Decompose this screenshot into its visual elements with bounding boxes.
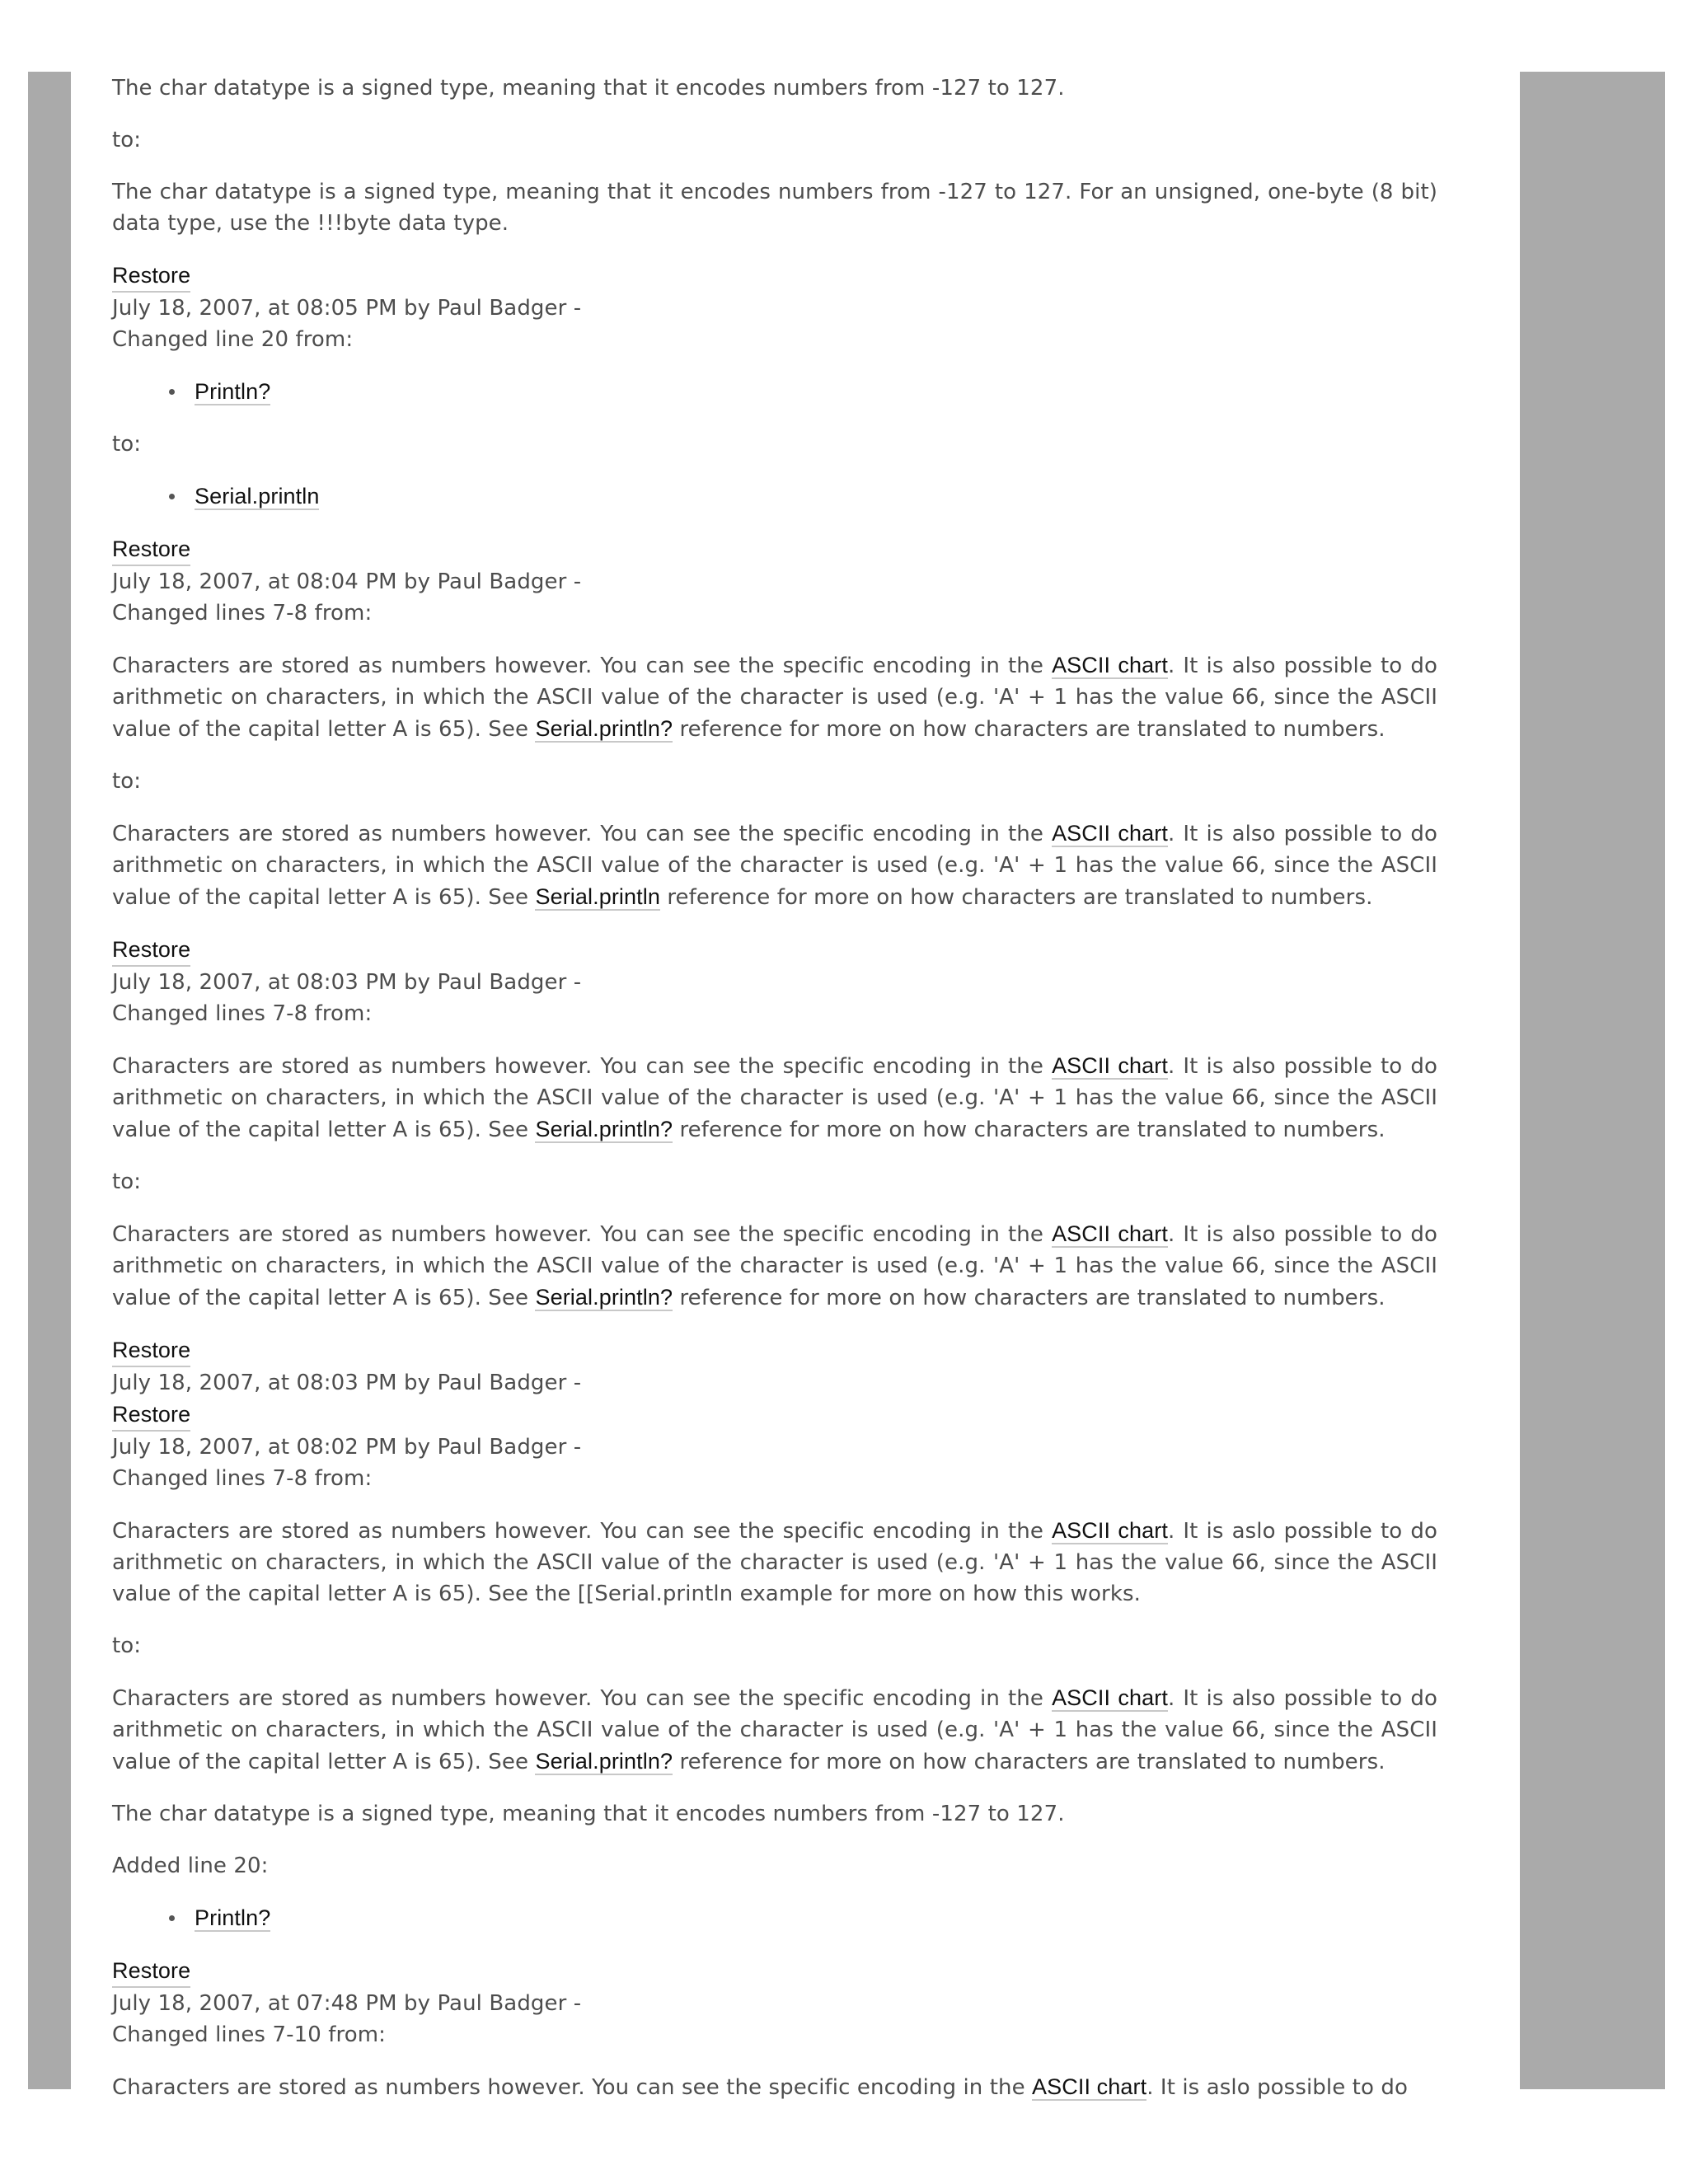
ascii-chart-link[interactable]: ASCII chart (1052, 1221, 1168, 1246)
serial-println-q-link[interactable]: Serial.println? (535, 1117, 673, 1141)
revision-header (112, 533, 1437, 629)
diff-to-label: to: (112, 769, 142, 794)
restore-link[interactable]: Restore (112, 533, 190, 566)
restore-link[interactable]: Restore (112, 260, 190, 293)
revision-change-summary: Changed lines 7-8 from: (112, 1466, 373, 1491)
list-item (195, 1902, 1437, 1934)
serial-println-link[interactable]: Serial.println (535, 884, 660, 909)
serial-println-q-link[interactable]: Serial.println? (535, 1285, 673, 1310)
revision-header (112, 260, 1437, 355)
page-history-content (112, 73, 1437, 2124)
diff-paragraph: Characters are stored as numbers however. You can see the specific encoding in the ASCII chart. It is also possible to do arithmetic on characters, in which the ASCII value of the character is used (e.g. 'A' + 1 has the value 66, since the ASCII value of the capital letter A is 65). See Serial.println? reference for more on how characters are translated to numbers. (112, 1053, 1437, 1142)
revision-header (112, 1334, 1437, 1494)
revision-header (112, 934, 1437, 1029)
revision-change-summary: Added line 20: (112, 1854, 269, 1878)
diff-paragraph: Characters are stored as numbers however. You can see the specific encoding in the ASCII chart. It is also possible to do arithmetic on characters, in which the ASCII value of the character is used (e.g. 'A' + 1 has the value 66, since the ASCII value of the capital letter A is 65). See Serial.println? reference for more on how characters are translated to numbers. (112, 653, 1437, 742)
restore-link[interactable]: Restore (112, 1334, 190, 1367)
diff-to-label: to: (112, 1633, 142, 1658)
list-item (195, 376, 1437, 408)
revision-meta: July 18, 2007, at 08:04 PM by Paul Badger - (112, 569, 582, 594)
restore-link[interactable]: Restore (112, 934, 190, 967)
diff-list (112, 480, 1437, 513)
diff-text: The char datatype is a signed type, meaning that it encodes numbers from -127 to 127. (112, 76, 1065, 101)
list-item (195, 480, 1437, 513)
revision-change-summary: Changed line 20 from: (112, 327, 354, 352)
ascii-chart-link[interactable]: ASCII chart (1052, 1518, 1168, 1543)
revision-change-summary: Changed lines 7-8 from: (112, 1001, 373, 1026)
restore-link[interactable]: Restore (112, 1955, 190, 1988)
serial-println-q-link[interactable]: Serial.println? (535, 716, 673, 741)
diff-paragraph: Characters are stored as numbers however. You can see the specific encoding in the ASCII chart. It is aslo possible to do (112, 2074, 1408, 2100)
println-link[interactable]: Println? (195, 1905, 271, 1930)
left-margin-bar (28, 72, 71, 2089)
diff-list (112, 376, 1437, 408)
revision-header (112, 1955, 1437, 2050)
revision-change-summary: Changed lines 7-10 from: (112, 2022, 386, 2047)
ascii-chart-link[interactable]: ASCII chart (1032, 2074, 1147, 2099)
diff-text: The char datatype is a signed type, meaning that it encodes numbers from -127 to 127. (112, 1802, 1065, 1826)
revision-meta: July 18, 2007, at 08:05 PM by Paul Badger - (112, 296, 582, 321)
ascii-chart-link[interactable]: ASCII chart (1052, 1053, 1168, 1078)
diff-list (112, 1902, 1437, 1934)
revision-meta: July 18, 2007, at 07:48 PM by Paul Badger - (112, 1991, 582, 2016)
diff-to-label: to: (112, 128, 142, 152)
ascii-chart-link[interactable]: ASCII chart (1052, 653, 1168, 677)
diff-paragraph: Characters are stored as numbers however. You can see the specific encoding in the ASCII chart. It is also possible to do arithmetic on characters, in which the ASCII value of the character is used (e.g. 'A' + 1 has the value 66, since the ASCII value of the capital letter A is 65). See Serial.println reference for more on how characters are translated to numbers. (112, 821, 1437, 910)
ascii-chart-link[interactable]: ASCII chart (1052, 1685, 1168, 1710)
diff-text: The char datatype is a signed type, meaning that it encodes numbers from -127 to 127. For an unsigned, one-byte (8 bit) data type, use the !!!byte data type. (112, 180, 1437, 236)
diff-paragraph: Characters are stored as numbers however. You can see the specific encoding in the ASCII chart. It is aslo possible to do arithmetic on characters, in which the ASCII value of the character is used (e.g. 'A' + 1 has the value 66, since the ASCII value of the capital letter A is 65). See the [[Serial.println example for more on how this works. (112, 1518, 1437, 1606)
ascii-chart-link[interactable]: ASCII chart (1052, 821, 1168, 846)
serial-println-q-link[interactable]: Serial.println? (535, 1749, 673, 1774)
revision-meta: July 18, 2007, at 08:03 PM by Paul Badger - (112, 970, 582, 995)
diff-to-label: to: (112, 432, 142, 457)
revision-change-summary: Changed lines 7-8 from: (112, 601, 373, 626)
diff-paragraph: Characters are stored as numbers however. You can see the specific encoding in the ASCII chart. It is also possible to do arithmetic on characters, in which the ASCII value of the character is used (e.g. 'A' + 1 has the value 66, since the ASCII value of the capital letter A is 65). See Serial.println? reference for more on how characters are translated to numbers. (112, 1221, 1437, 1310)
restore-link[interactable]: Restore (112, 1399, 190, 1432)
diff-to-label: to: (112, 1169, 142, 1194)
right-margin-bar (1520, 72, 1665, 2089)
println-link[interactable]: Println? (195, 379, 271, 404)
serial-println-link[interactable]: Serial.println (195, 484, 320, 509)
revision-meta: July 18, 2007, at 08:03 PM by Paul Badger - (112, 1371, 582, 1395)
revision-meta: July 18, 2007, at 08:02 PM by Paul Badger - (112, 1435, 582, 1460)
diff-paragraph: Characters are stored as numbers however. You can see the specific encoding in the ASCII chart. It is also possible to do arithmetic on characters, in which the ASCII value of the character is used (e.g. 'A' + 1 has the value 66, since the ASCII value of the capital letter A is 65). See Serial.println? reference for more on how characters are translated to numbers. (112, 1685, 1437, 1774)
